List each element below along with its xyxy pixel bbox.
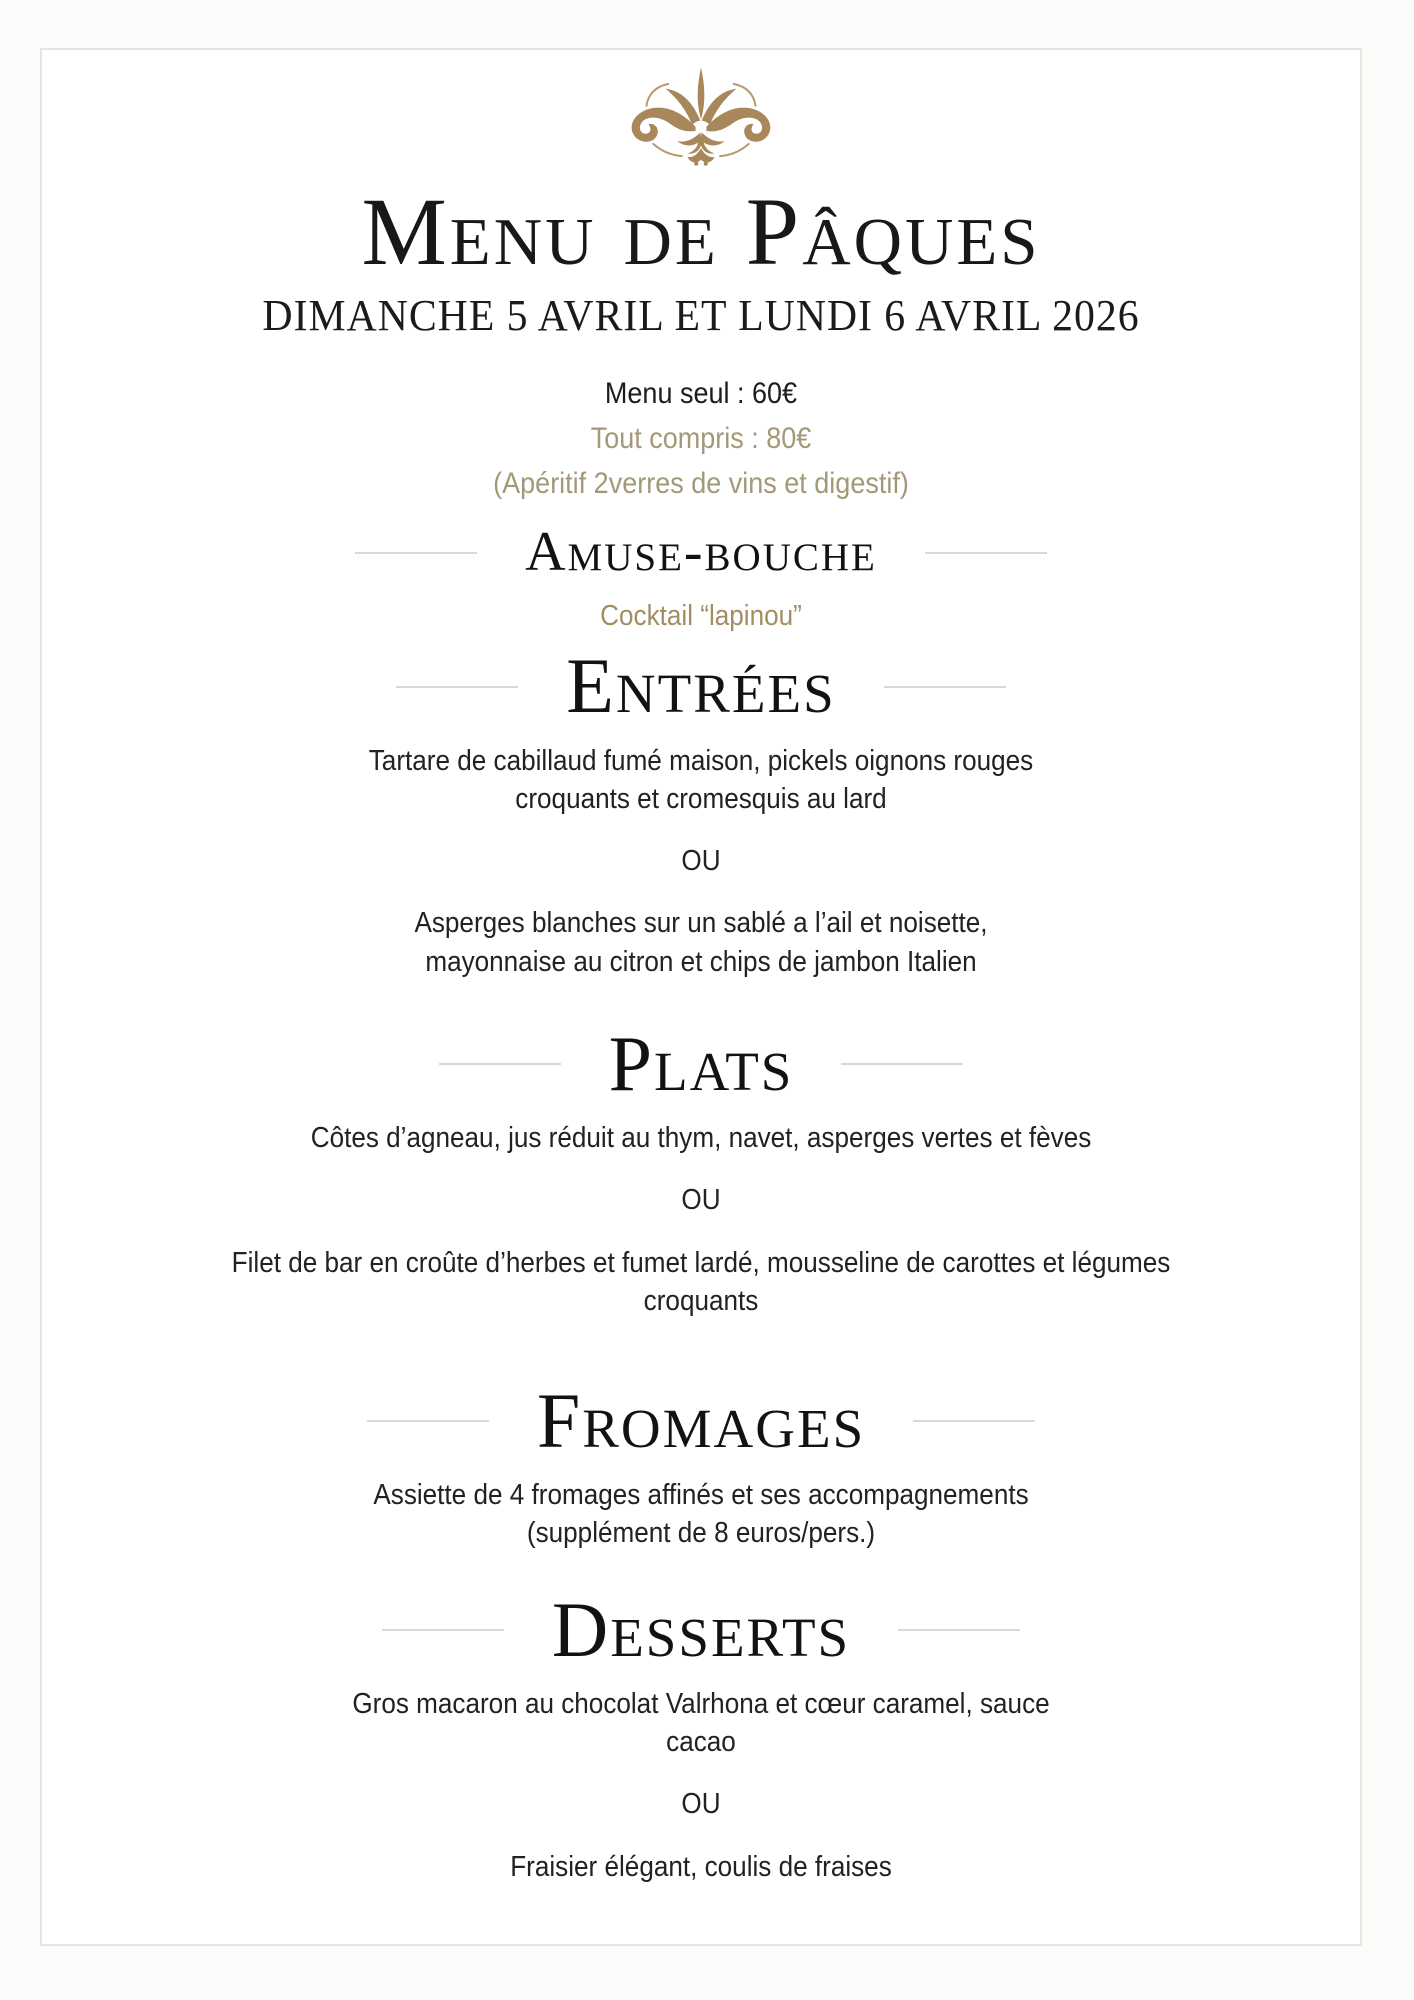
section-heading: Plats [608, 1019, 794, 1107]
dish-line-continuation: croquants [643, 1284, 759, 1317]
heading-divider [382, 1629, 504, 1631]
heading-divider [439, 1063, 561, 1065]
dish-line: Tartare de cabillaud fumé maison, pickels oignons rouges [368, 744, 1034, 777]
price-menu-only: Menu seul : 60€ [604, 377, 798, 410]
section-heading: Fromages [536, 1377, 866, 1465]
or-separator: OU [681, 845, 721, 878]
dish-line-continuation: (supplément de 8 euros/pers.) [526, 1517, 876, 1550]
pricing-block [108, 371, 1294, 506]
dish-line-continuation: mayonnaise au citron et chips de jambon Italien [425, 945, 977, 978]
section-fromages [42, 1377, 1360, 1553]
section-amuse-bouche [42, 521, 1360, 635]
dish-line: Fraisier élégant, coulis de fraises [510, 1850, 892, 1883]
page-title: Menu de Pâques [361, 178, 1041, 285]
section-heading-row [42, 642, 1360, 730]
section-heading-row [42, 1019, 1360, 1107]
or-separator: OU [681, 1788, 721, 1821]
section-desserts [42, 1585, 1360, 1886]
heading-divider [841, 1063, 963, 1065]
section-heading: Amuse-bouche [525, 521, 877, 583]
dish-line-continuation: cacao [666, 1726, 736, 1759]
dish-line: Asperges blanches sur un sablé a l’ail et noisette, [414, 907, 988, 940]
section-items [108, 1476, 1294, 1553]
floral-ornament-icon [42, 62, 1360, 174]
date-line: DIMANCHE 5 AVRIL ET LUNDI 6 AVRIL 2026 [262, 291, 1140, 340]
dish-line: Côtes d’agneau, jus réduit au thym, navet, asperges vertes et fèves [310, 1121, 1092, 1154]
section-items [108, 742, 1294, 981]
or-separator: OU [681, 1184, 721, 1217]
dish-line-continuation: croquants et cromesquis au lard [515, 782, 887, 815]
dish-line: Assiette de 4 fromages affinés et ses accompagnements [373, 1479, 1029, 1512]
section-heading-row [42, 1377, 1360, 1465]
section-plats [42, 1019, 1360, 1320]
heading-divider [925, 552, 1047, 554]
section-heading: Entrées [566, 642, 836, 730]
section-items [108, 597, 1294, 635]
section-heading-row [42, 521, 1360, 583]
dish-line: Filet de bar en croûte d’herbes et fumet lardé, mousseline de carottes et légumes [231, 1246, 1171, 1279]
accent-line: Cocktail “lapinou” [600, 600, 802, 633]
menu-card [40, 48, 1362, 1946]
section-items [108, 1685, 1294, 1886]
heading-divider [898, 1629, 1020, 1631]
section-items [108, 1119, 1294, 1320]
heading-divider [884, 686, 1006, 688]
section-heading-row [42, 1585, 1360, 1673]
section-heading: Desserts [551, 1585, 851, 1673]
dish-line: Gros macaron au chocolat Valrhona et cœur caramel, sauce [352, 1687, 1050, 1720]
section-entrees [42, 642, 1360, 980]
heading-divider [396, 686, 518, 688]
price-note: (Apéritif 2verres de vins et digestif) [493, 467, 909, 500]
heading-divider [913, 1420, 1035, 1422]
heading-divider [355, 552, 477, 554]
price-all-inclusive: Tout compris : 80€ [590, 422, 812, 455]
heading-divider [367, 1420, 489, 1422]
